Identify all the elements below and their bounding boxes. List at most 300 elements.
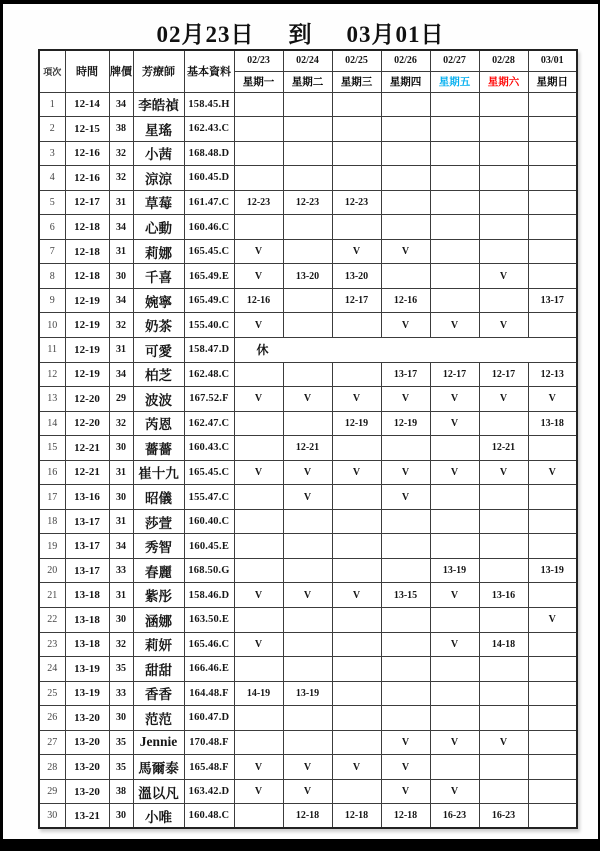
table-row [39, 288, 577, 313]
day-cell-02/25 [332, 681, 381, 706]
table-row [39, 337, 577, 362]
time-cell: 12-19 [65, 313, 109, 338]
day-cell-02/28 [479, 190, 528, 215]
table-row [39, 509, 577, 534]
day-cell-02/28: V [479, 313, 528, 338]
day-cell-02/26 [381, 558, 430, 583]
basic-info-cell: 155.47.C [184, 485, 234, 510]
col-header-basic-info: 基本資料 [184, 50, 234, 92]
day-cell-02/26 [381, 436, 430, 461]
day-cell-02/23: V [234, 264, 283, 289]
table-row [39, 141, 577, 166]
date-header-02/26: 02/26 [381, 50, 430, 71]
price-cell: 32 [109, 313, 133, 338]
day-cell-02/23 [234, 92, 283, 117]
day-cell-02/27 [430, 534, 479, 559]
day-cell-03/01 [528, 485, 577, 510]
day-cell-02/26: 13-15 [381, 583, 430, 608]
day-cell-02/24 [283, 411, 332, 436]
day-cell-03/01 [528, 141, 577, 166]
basic-info-cell: 168.48.D [184, 141, 234, 166]
basic-info-cell: 162.47.C [184, 411, 234, 436]
price-cell: 38 [109, 779, 133, 804]
time-cell: 12-15 [65, 117, 109, 142]
day-cell-02/24: 12-21 [283, 436, 332, 461]
day-cell-02/25 [332, 313, 381, 338]
price-cell: 32 [109, 411, 133, 436]
day-cell-02/23 [234, 657, 283, 682]
day-cell-03/01 [528, 264, 577, 289]
table-row [39, 558, 577, 583]
therapist-name-cell: 秀智 [133, 534, 184, 559]
day-cell-02/27 [430, 485, 479, 510]
day-cell-02/23 [234, 166, 283, 191]
day-cell-02/25 [332, 509, 381, 534]
day-cell-03/01 [528, 804, 577, 829]
day-cell-02/28 [479, 141, 528, 166]
table-header [39, 50, 577, 92]
day-cell-02/25: 12-19 [332, 411, 381, 436]
day-cell-02/23: 12-16 [234, 288, 283, 313]
time-cell: 13-16 [65, 485, 109, 510]
therapist-name-cell: 芮恩 [133, 411, 184, 436]
table-row [39, 215, 577, 240]
basic-info-cell: 160.45.E [184, 534, 234, 559]
therapist-name-cell: 草莓 [133, 190, 184, 215]
day-cell-02/26: V [381, 755, 430, 780]
price-cell: 31 [109, 583, 133, 608]
day-cell-02/28: 16-23 [479, 804, 528, 829]
col-header-index: 項次 [39, 50, 65, 92]
row-index-cell: 15 [39, 436, 65, 461]
table-row [39, 362, 577, 387]
day-cell-02/25: V [332, 387, 381, 412]
day-cell-02/24 [283, 657, 332, 682]
schedule-page [3, 4, 598, 839]
day-cell-03/01: V [528, 387, 577, 412]
time-cell: 13-18 [65, 583, 109, 608]
day-cell-03/01 [528, 239, 577, 264]
day-cell-02/28: V [479, 264, 528, 289]
therapist-name-cell: 莉妍 [133, 632, 184, 657]
table-row [39, 460, 577, 485]
day-cell-02/24 [283, 117, 332, 142]
day-cell-02/26: 12-19 [381, 411, 430, 436]
price-cell: 34 [109, 288, 133, 313]
therapist-name-cell: 柏芝 [133, 362, 184, 387]
time-cell: 12-19 [65, 362, 109, 387]
price-cell: 31 [109, 239, 133, 264]
day-cell-02/25: 12-23 [332, 190, 381, 215]
basic-info-cell: 165.45.C [184, 460, 234, 485]
time-cell: 13-17 [65, 558, 109, 583]
day-cell-02/23 [234, 215, 283, 240]
day-cell-03/01: 13-18 [528, 411, 577, 436]
basic-info-cell: 168.50.G [184, 558, 234, 583]
day-cell-02/26 [381, 534, 430, 559]
table-row [39, 264, 577, 289]
day-cell-02/27 [430, 239, 479, 264]
table-row [39, 117, 577, 142]
price-cell: 31 [109, 337, 133, 362]
day-cell-02/28 [479, 239, 528, 264]
day-cell-02/23: V [234, 632, 283, 657]
time-cell: 12-18 [65, 239, 109, 264]
therapist-name-cell: 涼涼 [133, 166, 184, 191]
row-index-cell: 20 [39, 558, 65, 583]
price-cell: 33 [109, 681, 133, 706]
day-cell-02/24 [283, 215, 332, 240]
basic-info-cell: 165.45.C [184, 239, 234, 264]
day-cell-02/23 [234, 558, 283, 583]
day-cell-02/24: V [283, 460, 332, 485]
row-index-cell: 17 [39, 485, 65, 510]
day-cell-02/25: 12-17 [332, 288, 381, 313]
time-cell: 13-21 [65, 804, 109, 829]
day-cell-02/25 [332, 779, 381, 804]
price-cell: 32 [109, 166, 133, 191]
price-cell: 34 [109, 92, 133, 117]
row-index-cell: 16 [39, 460, 65, 485]
day-cell-02/27 [430, 141, 479, 166]
table-row [39, 681, 577, 706]
time-cell: 12-20 [65, 387, 109, 412]
day-cell-02/24 [283, 706, 332, 731]
date-header-02/24: 02/24 [283, 50, 332, 71]
time-cell: 12-21 [65, 460, 109, 485]
therapist-name-cell: 星瑤 [133, 117, 184, 142]
basic-info-cell: 162.43.C [184, 117, 234, 142]
day-cell-02/23: 14-19 [234, 681, 283, 706]
day-cell-03/01: 13-19 [528, 558, 577, 583]
row-index-cell: 6 [39, 215, 65, 240]
row-index-cell: 25 [39, 681, 65, 706]
weekday-header-02/23: 星期一 [234, 71, 283, 92]
table-row [39, 485, 577, 510]
therapist-name-cell: 溫以凡 [133, 779, 184, 804]
day-cell-02/24: V [283, 755, 332, 780]
table-row [39, 387, 577, 412]
day-cell-02/26 [381, 632, 430, 657]
time-cell: 12-18 [65, 264, 109, 289]
price-cell: 29 [109, 387, 133, 412]
day-cell-02/28 [479, 117, 528, 142]
table-row [39, 730, 577, 755]
day-cell-02/28 [479, 411, 528, 436]
price-cell: 31 [109, 190, 133, 215]
day-cell-02/24: 12-18 [283, 804, 332, 829]
therapist-name-cell: 涵娜 [133, 607, 184, 632]
day-cell-02/23 [234, 804, 283, 829]
day-cell-02/28 [479, 534, 528, 559]
day-cell-02/28 [479, 215, 528, 240]
day-cell-02/28: 12-21 [479, 436, 528, 461]
day-cell-02/24 [283, 509, 332, 534]
therapist-name-cell: 奶茶 [133, 313, 184, 338]
basic-info-cell: 167.52.F [184, 387, 234, 412]
day-cell-02/25 [332, 141, 381, 166]
day-cell-02/27 [430, 166, 479, 191]
basic-info-cell: 160.43.C [184, 436, 234, 461]
day-cell-02/27 [430, 509, 479, 534]
day-cell-02/24 [283, 239, 332, 264]
day-cell-02/28 [479, 485, 528, 510]
time-cell: 12-20 [65, 411, 109, 436]
basic-info-cell: 163.50.E [184, 607, 234, 632]
row-index-cell: 18 [39, 509, 65, 534]
row-index-cell: 10 [39, 313, 65, 338]
day-cell-02/27 [430, 288, 479, 313]
day-cell-02/27 [430, 657, 479, 682]
day-cell-02/24 [283, 92, 332, 117]
table-row [39, 706, 577, 731]
day-cell-03/01 [528, 730, 577, 755]
day-cell-03/01 [528, 583, 577, 608]
row-index-cell: 19 [39, 534, 65, 559]
table-row [39, 190, 577, 215]
time-cell: 13-18 [65, 607, 109, 632]
row-index-cell: 14 [39, 411, 65, 436]
day-cell-02/27 [430, 117, 479, 142]
day-cell-02/24: V [283, 583, 332, 608]
table-row [39, 534, 577, 559]
price-cell: 32 [109, 632, 133, 657]
day-cell-02/28 [479, 755, 528, 780]
weekday-header-02/27: 星期五 [430, 71, 479, 92]
therapist-name-cell: 紫彤 [133, 583, 184, 608]
day-cell-02/28 [479, 779, 528, 804]
basic-info-cell: 160.47.D [184, 706, 234, 731]
day-cell-02/28 [479, 92, 528, 117]
row-index-cell: 7 [39, 239, 65, 264]
basic-info-cell: 161.47.C [184, 190, 234, 215]
date-header-row [39, 50, 577, 71]
day-cell-02/23 [234, 534, 283, 559]
day-cell-03/01 [528, 215, 577, 240]
price-cell: 32 [109, 141, 133, 166]
row-index-cell: 11 [39, 337, 65, 362]
day-cell-02/23 [234, 730, 283, 755]
day-cell-02/23: V [234, 387, 283, 412]
day-cell-02/26 [381, 215, 430, 240]
price-cell: 34 [109, 362, 133, 387]
weekday-header-02/24: 星期二 [283, 71, 332, 92]
day-cell-03/01 [528, 706, 577, 731]
page-title [3, 4, 598, 48]
day-cell-02/23: V [234, 583, 283, 608]
col-header-therapist: 芳療師 [133, 50, 184, 92]
table-row [39, 436, 577, 461]
row-index-cell: 8 [39, 264, 65, 289]
day-cell-02/26: V [381, 239, 430, 264]
basic-info-cell: 163.42.D [184, 779, 234, 804]
row-index-cell: 5 [39, 190, 65, 215]
table-row [39, 411, 577, 436]
day-cell-02/27: V [430, 313, 479, 338]
day-cell-02/28: V [479, 730, 528, 755]
day-cell-02/26: 12-18 [381, 804, 430, 829]
basic-info-cell: 160.40.C [184, 509, 234, 534]
day-cell-02/23 [234, 485, 283, 510]
day-cell-02/27: V [430, 411, 479, 436]
day-cell-02/24 [283, 632, 332, 657]
day-cell-02/27 [430, 755, 479, 780]
price-cell: 31 [109, 509, 133, 534]
day-cell-02/24 [283, 313, 332, 338]
day-cell-03/01 [528, 166, 577, 191]
weekday-header-02/26: 星期四 [381, 71, 430, 92]
therapist-name-cell: 甜甜 [133, 657, 184, 682]
day-cell-03/01: 12-13 [528, 362, 577, 387]
day-cell-02/27: 12-17 [430, 362, 479, 387]
day-cell-02/23 [234, 436, 283, 461]
therapist-name-cell: 馬爾泰 [133, 755, 184, 780]
price-cell: 35 [109, 657, 133, 682]
table-row [39, 804, 577, 829]
time-cell: 13-20 [65, 706, 109, 731]
day-cell-02/26 [381, 141, 430, 166]
table-row [39, 607, 577, 632]
day-cell-02/23: V [234, 755, 283, 780]
therapist-name-cell: 小茜 [133, 141, 184, 166]
table-row [39, 92, 577, 117]
day-cell-02/27 [430, 92, 479, 117]
col-header-price: 牌價 [109, 50, 133, 92]
day-cell-03/01 [528, 657, 577, 682]
day-cell-02/27: V [430, 460, 479, 485]
row-index-cell: 24 [39, 657, 65, 682]
day-cell-02/25: V [332, 460, 381, 485]
basic-info-cell: 165.49.E [184, 264, 234, 289]
day-cell-02/24 [283, 362, 332, 387]
day-cell-02/26 [381, 92, 430, 117]
row-index-cell: 30 [39, 804, 65, 829]
day-cell-02/23 [234, 706, 283, 731]
price-cell: 30 [109, 706, 133, 731]
day-cell-03/01 [528, 117, 577, 142]
day-cell-02/27: V [430, 583, 479, 608]
day-cell-02/26: V [381, 460, 430, 485]
therapist-name-cell: 春麗 [133, 558, 184, 583]
price-cell: 38 [109, 117, 133, 142]
day-cell-02/27: V [430, 779, 479, 804]
day-cell-02/27: V [430, 632, 479, 657]
day-cell-02/23 [234, 411, 283, 436]
day-cell-02/24 [283, 288, 332, 313]
day-cell-02/27 [430, 215, 479, 240]
time-cell: 12-19 [65, 337, 109, 362]
day-cell-02/28 [479, 288, 528, 313]
day-cell-02/25 [332, 558, 381, 583]
day-cell-02/26: V [381, 730, 430, 755]
day-cell-03/01 [528, 779, 577, 804]
day-cell-02/26 [381, 509, 430, 534]
day-cell-02/25 [332, 92, 381, 117]
day-cell-03/01: 13-17 [528, 288, 577, 313]
therapist-name-cell: 李皓禎 [133, 92, 184, 117]
day-cell-02/26: V [381, 387, 430, 412]
row-index-cell: 3 [39, 141, 65, 166]
row-index-cell: 9 [39, 288, 65, 313]
day-cell-02/26 [381, 190, 430, 215]
day-cell-03/01 [528, 313, 577, 338]
table-row [39, 779, 577, 804]
therapist-name-cell: 婉寧 [133, 288, 184, 313]
day-cell-03/01 [528, 632, 577, 657]
title-to-label: 到 [288, 21, 313, 47]
day-cell-02/24: 12-23 [283, 190, 332, 215]
day-cell-02/27 [430, 706, 479, 731]
table-body [39, 92, 577, 828]
therapist-name-cell: 可愛 [133, 337, 184, 362]
basic-info-cell: 155.40.C [184, 313, 234, 338]
weekday-header-02/25: 星期三 [332, 71, 381, 92]
day-cell-02/24: V [283, 387, 332, 412]
row-index-cell: 28 [39, 755, 65, 780]
row-index-cell: 1 [39, 92, 65, 117]
therapist-name-cell: 崔十九 [133, 460, 184, 485]
day-cell-02/23 [234, 141, 283, 166]
day-cell-02/28 [479, 166, 528, 191]
day-cell-02/26: V [381, 779, 430, 804]
row-index-cell: 22 [39, 607, 65, 632]
day-cell-02/25: V [332, 755, 381, 780]
day-cell-02/24 [283, 166, 332, 191]
day-cell-02/23: V [234, 239, 283, 264]
price-cell: 33 [109, 558, 133, 583]
row-index-cell: 26 [39, 706, 65, 731]
day-cell-02/28 [479, 509, 528, 534]
day-cell-02/28 [479, 607, 528, 632]
day-cell-02/27: V [430, 730, 479, 755]
price-cell: 30 [109, 804, 133, 829]
table-row [39, 657, 577, 682]
date-header-02/25: 02/25 [332, 50, 381, 71]
time-cell: 13-17 [65, 534, 109, 559]
day-cell-02/25 [332, 215, 381, 240]
day-cell-02/25 [332, 607, 381, 632]
row-index-cell: 4 [39, 166, 65, 191]
date-header-02/23: 02/23 [234, 50, 283, 71]
day-cell-02/25: V [332, 239, 381, 264]
day-cell-02/25 [332, 485, 381, 510]
basic-info-cell: 165.49.C [184, 288, 234, 313]
price-cell: 30 [109, 436, 133, 461]
basic-info-cell: 166.46.E [184, 657, 234, 682]
day-cell-02/25 [332, 166, 381, 191]
title-to-date: 03月01日 [346, 21, 445, 47]
row-index-cell: 21 [39, 583, 65, 608]
day-cell-02/24: 13-20 [283, 264, 332, 289]
day-cell-02/26: V [381, 485, 430, 510]
basic-info-cell: 165.46.C [184, 632, 234, 657]
therapist-name-cell: 心動 [133, 215, 184, 240]
day-cell-02/24: V [283, 779, 332, 804]
time-cell: 13-20 [65, 730, 109, 755]
basic-info-cell: 164.48.F [184, 681, 234, 706]
row-index-cell: 23 [39, 632, 65, 657]
day-cell-02/23: V [234, 460, 283, 485]
day-cell-02/24 [283, 141, 332, 166]
day-cell-02/23: 12-23 [234, 190, 283, 215]
price-cell: 31 [109, 460, 133, 485]
day-cell-02/23: V [234, 779, 283, 804]
day-cell-02/28 [479, 706, 528, 731]
day-cell-02/28 [479, 558, 528, 583]
day-cell-02/24 [283, 730, 332, 755]
schedule-table [38, 49, 578, 829]
day-cell-02/25 [332, 117, 381, 142]
